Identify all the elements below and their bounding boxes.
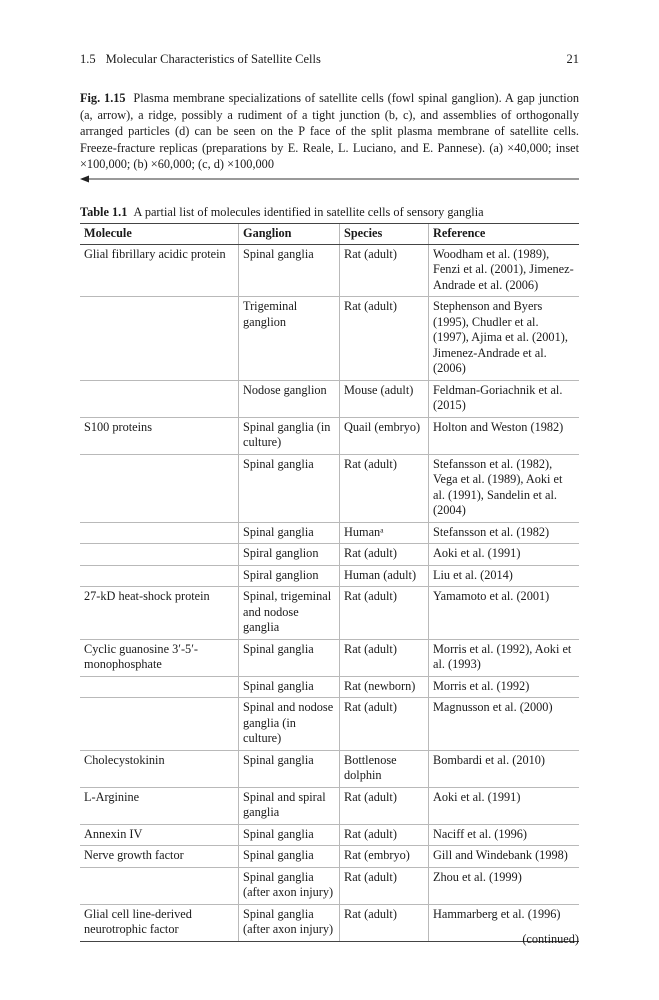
- table-row: [80, 639, 579, 676]
- cell-molecule: [80, 454, 239, 522]
- cell-molecule: S100 proteins: [80, 417, 239, 454]
- header-species: Species: [340, 224, 429, 245]
- cell-ganglion: Spinal and nodose ganglia (in culture): [239, 698, 340, 751]
- table-row: [80, 698, 579, 751]
- cell-reference: Stephenson and Byers (1995), Chudler et al. (1997), Ajima et al. (2001), Jimenez-Andrade et al. (2006): [429, 297, 580, 381]
- cell-species: Rat (adult): [340, 867, 429, 904]
- cell-ganglion: Spinal ganglia: [239, 244, 340, 297]
- table-row: [80, 824, 579, 846]
- cell-species: Rat (adult): [340, 244, 429, 297]
- cell-species: Rat (adult): [340, 787, 429, 824]
- cell-reference: Naciff et al. (1996): [429, 824, 580, 846]
- header-reference: Reference: [429, 224, 580, 245]
- cell-reference: Woodham et al. (1989), Fenzi et al. (2001), Jimenez-Andrade et al. (2006): [429, 244, 580, 297]
- cell-ganglion: Spinal ganglia: [239, 639, 340, 676]
- cell-ganglion: Spinal ganglia: [239, 846, 340, 868]
- cell-species: Mouse (adult): [340, 380, 429, 417]
- table-row: [80, 867, 579, 904]
- table-row: [80, 522, 579, 544]
- cell-species: Rat (adult): [340, 297, 429, 381]
- cell-ganglion: Nodose ganglion: [239, 380, 340, 417]
- figure-caption-text: Plasma membrane specializations of satellite cells (fowl spinal ganglion). A gap junction (a, arrow), a ridge, possibly a rudiment of a tight junction (b, c), and assemblies of orthogonally arranged particles (d) can be seen on the P face of the split plasma membrane of satellite cells. Freeze-fracture replicas (preparations by E. Reale, L. Luciano, and E. Pannese). (a) ×40,000; inset ×100,000; (b) ×60,000; (c, d) ×100,000: [80, 91, 579, 171]
- arrow-left-icon: [80, 176, 89, 183]
- cell-molecule: [80, 565, 239, 587]
- table-header-row: [80, 224, 579, 245]
- cell-molecule: [80, 544, 239, 566]
- cell-reference: Morris et al. (1992): [429, 676, 580, 698]
- cell-reference: Gill and Windebank (1998): [429, 846, 580, 868]
- cell-reference: Bombardi et al. (2010): [429, 750, 580, 787]
- cell-ganglion: Spinal ganglia (after axon injury): [239, 867, 340, 904]
- table-row: [80, 587, 579, 640]
- cell-species: Rat (adult): [340, 544, 429, 566]
- cell-ganglion: Spiral ganglion: [239, 565, 340, 587]
- table-body: [80, 244, 579, 941]
- cell-ganglion: Spinal ganglia (in culture): [239, 417, 340, 454]
- arrow-rule: [80, 173, 579, 185]
- cell-reference: Yamamoto et al. (2001): [429, 587, 580, 640]
- cell-molecule: [80, 297, 239, 381]
- cell-molecule: [80, 698, 239, 751]
- cell-reference: Morris et al. (1992), Aoki et al. (1993): [429, 639, 580, 676]
- molecule-table: [80, 223, 579, 942]
- table-row: [80, 544, 579, 566]
- table-caption: [80, 205, 484, 220]
- cell-molecule: [80, 522, 239, 544]
- cell-species: Humanᵃ: [340, 522, 429, 544]
- cell-species: Quail (embryo): [340, 417, 429, 454]
- cell-ganglion: Spinal ganglia: [239, 454, 340, 522]
- table-row: [80, 904, 579, 941]
- cell-ganglion: Spinal ganglia: [239, 750, 340, 787]
- cell-ganglion: Spinal and spiral ganglia: [239, 787, 340, 824]
- cell-reference: Holton and Weston (1982): [429, 417, 580, 454]
- table-row: [80, 565, 579, 587]
- cell-molecule: Nerve growth factor: [80, 846, 239, 868]
- cell-reference: Feldman-Goriachnik et al. (2015): [429, 380, 580, 417]
- header-ganglion: Ganglion: [239, 224, 340, 245]
- continued-label: (continued): [522, 932, 579, 946]
- cell-reference: Hammarberg et al. (1996): [429, 904, 580, 941]
- cell-ganglion: Spinal, trigeminal and nodose ganglia: [239, 587, 340, 640]
- cell-molecule: L-Arginine: [80, 787, 239, 824]
- table-row: [80, 417, 579, 454]
- cell-species: Rat (adult): [340, 587, 429, 640]
- cell-molecule: Cholecystokinin: [80, 750, 239, 787]
- page-number: 21: [566, 52, 579, 66]
- cell-reference: Liu et al. (2014): [429, 565, 580, 587]
- cell-species: Rat (embryo): [340, 846, 429, 868]
- table-row: [80, 244, 579, 297]
- table-row: [80, 380, 579, 417]
- cell-ganglion: Spinal ganglia: [239, 824, 340, 846]
- table-row: [80, 750, 579, 787]
- table-label: Table 1.1: [80, 205, 128, 219]
- table-row: [80, 787, 579, 824]
- cell-molecule: Annexin IV: [80, 824, 239, 846]
- cell-molecule: Cyclic guanosine 3′-5′-monophosphate: [80, 639, 239, 676]
- cell-reference: Magnusson et al. (2000): [429, 698, 580, 751]
- cell-ganglion: Spinal ganglia: [239, 522, 340, 544]
- table-row: [80, 676, 579, 698]
- cell-species: Rat (adult): [340, 904, 429, 941]
- cell-species: Bottlenose dolphin: [340, 750, 429, 787]
- cell-ganglion: Spiral ganglion: [239, 544, 340, 566]
- cell-species: Human (adult): [340, 565, 429, 587]
- cell-reference: Aoki et al. (1991): [429, 787, 580, 824]
- cell-species: Rat (adult): [340, 698, 429, 751]
- cell-molecule: Glial cell line-derived neurotrophic factor: [80, 904, 239, 941]
- running-head: [80, 52, 579, 67]
- section-heading: [80, 52, 321, 67]
- cell-ganglion: Spinal ganglia: [239, 676, 340, 698]
- header-molecule: Molecule: [80, 224, 239, 245]
- table-row: [80, 846, 579, 868]
- cell-species: Rat (adult): [340, 454, 429, 522]
- cell-molecule: [80, 380, 239, 417]
- cell-species: Rat (adult): [340, 824, 429, 846]
- cell-reference: Stefansson et al. (1982): [429, 522, 580, 544]
- figure-label: Fig. 1.15: [80, 91, 126, 105]
- cell-molecule: Glial fibrillary acidic protein: [80, 244, 239, 297]
- cell-ganglion: Trigeminal ganglion: [239, 297, 340, 381]
- table-title: A partial list of molecules identified in satellite cells of sensory ganglia: [133, 205, 484, 219]
- cell-species: Rat (adult): [340, 639, 429, 676]
- cell-molecule: [80, 867, 239, 904]
- figure-caption: [80, 90, 579, 173]
- table-row: [80, 454, 579, 522]
- section-title: Molecular Characteristics of Satellite Cells: [105, 52, 321, 66]
- table-row: [80, 297, 579, 381]
- cell-molecule: 27-kD heat-shock protein: [80, 587, 239, 640]
- cell-reference: Stefansson et al. (1982), Vega et al. (1989), Aoki et al. (1991), Sandelin et al. (2004): [429, 454, 580, 522]
- cell-reference: Aoki et al. (1991): [429, 544, 580, 566]
- cell-reference: Zhou et al. (1999): [429, 867, 580, 904]
- cell-species: Rat (newborn): [340, 676, 429, 698]
- section-number: 1.5: [80, 52, 96, 66]
- cell-ganglion: Spinal ganglia (after axon injury): [239, 904, 340, 941]
- cell-molecule: [80, 676, 239, 698]
